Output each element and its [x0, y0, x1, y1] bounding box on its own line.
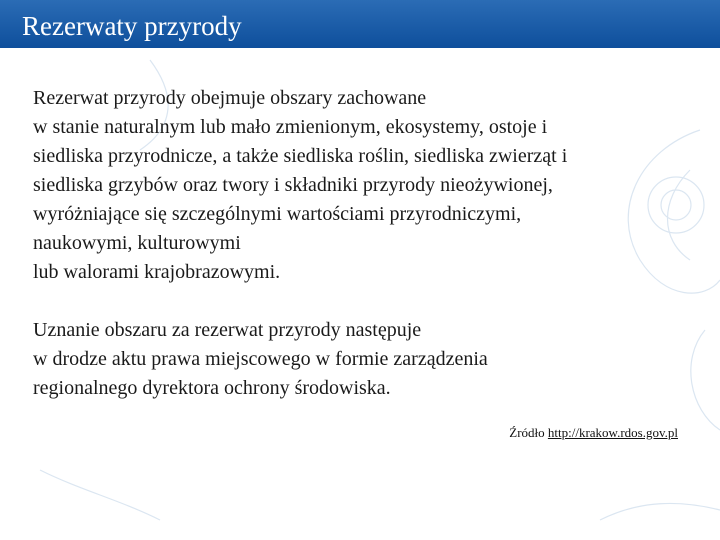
paragraph-line: siedliska grzybów oraz twory i składniki przyrody nieożywionej,	[33, 174, 553, 196]
paragraph-line: wyróżniające się szczególnymi wartościami przyrodniczymi,	[33, 203, 522, 225]
paragraph-line	[33, 84, 693, 113]
paragraph-line: Uznanie obszaru za rezerwat przyrody następuje	[33, 319, 422, 341]
designation-paragraph	[33, 316, 693, 403]
source-link[interactable]: http://krakow.rdos.gov.pl	[547, 425, 678, 440]
line-text: obejmuje obszary zachowane	[185, 87, 427, 109]
slide-title: Rezerwaty przyrody	[22, 11, 242, 41]
paragraph-line: naukowymi, kulturowymi	[33, 232, 241, 254]
paragraph-line: w stanie naturalnym lub mało zmienionym, ekosystemy, ostoje i	[33, 116, 548, 138]
slide-body	[33, 84, 693, 403]
paragraph-line: siedliska przyrodnicze, a także siedliska roślin, siedliska zwierząt i	[33, 145, 568, 167]
defined-term: Rezerwat przyrody	[33, 87, 186, 109]
source-label: Źródło	[509, 425, 545, 440]
paragraph-line: regionalnego dyrektora ochrony środowiska.	[33, 377, 391, 399]
source-citation	[509, 425, 678, 441]
paragraph-line: lub walorami krajobrazowymi.	[33, 261, 281, 283]
slide-title-bar	[0, 0, 720, 48]
paragraph-line: w drodze aktu prawa miejscowego w formie zarządzenia	[33, 348, 488, 370]
definition-paragraph	[33, 84, 693, 287]
